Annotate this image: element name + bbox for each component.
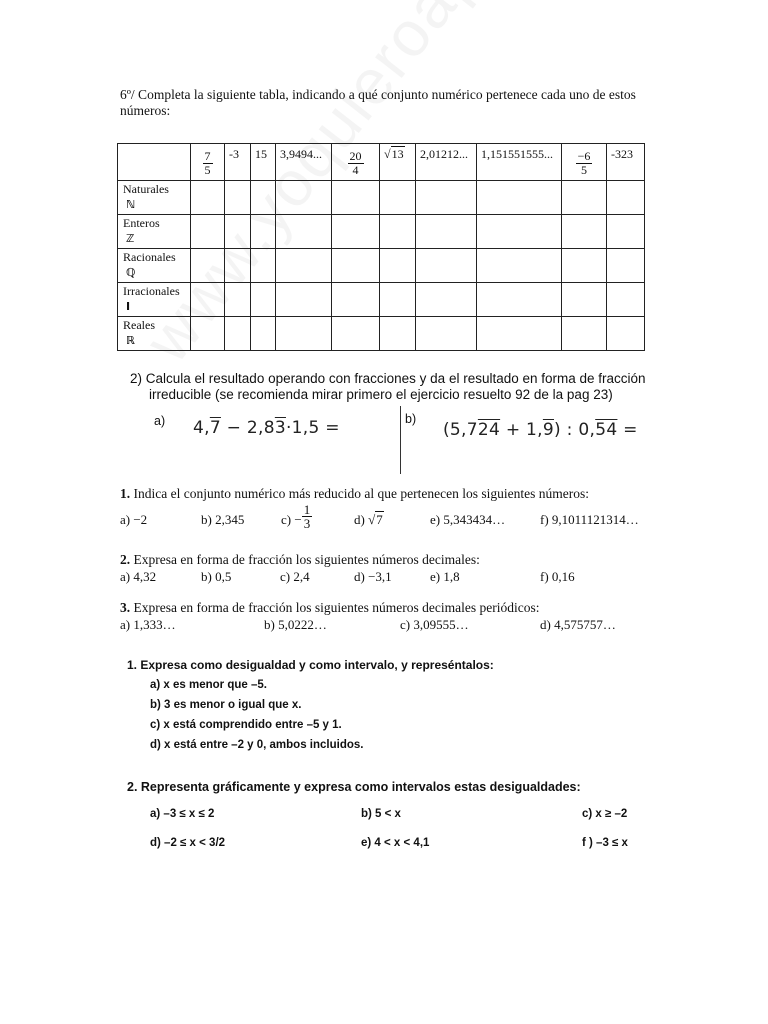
col-minus-3: -3 (229, 147, 239, 161)
option-e: e) 5,343434… (430, 512, 506, 527)
fraction-item-a: a) 4,32 (120, 569, 157, 584)
option-b: b) 2,345 (201, 512, 245, 527)
naturals-symbol: ℕ (126, 198, 136, 211)
fraction-item-b: b) 0,5 (201, 569, 232, 584)
graph-item-e: e) 4 < x < 4,1 (361, 837, 430, 849)
table-header-row (118, 144, 645, 181)
inequality-item-b: b) 3 es menor o igual que x. (150, 699, 302, 711)
number-sets-table (117, 143, 645, 351)
fraction-item-c: c) 2,4 (280, 569, 310, 584)
fraction-item-f: f) 0,16 (540, 569, 575, 584)
graph-item-b: b) 5 < x (361, 808, 401, 820)
graph-item-d: d) –2 ≤ x < 3/2 (150, 837, 226, 849)
periodic-item-d: d) 4,575757… (540, 617, 616, 632)
inequality-exercise-title: 1. Expresa como desigualdad y como intervalo, y represéntalos: (127, 658, 494, 672)
fraction-item-d: d) −3,1 (354, 569, 392, 584)
inequality-item-a: a) x es menor que –5. (150, 679, 267, 691)
exercise-6-title: 6º/ Completa la siguiente tabla, indicando a qué conjunto numérico pertenece cada uno de estos números: (120, 87, 636, 118)
graph-item-f: f ) –3 ≤ x (582, 837, 628, 849)
graph-exercise-title: 2. Representa gráficamente y expresa como intervalos estas desigualdades: (127, 780, 581, 794)
periodic-item-b: b) 5,0222… (264, 617, 327, 632)
exercise-2a-formula: 4,7 − 2,83·1,5 = (193, 418, 340, 438)
periodic-item-a: a) 1,333… (120, 617, 176, 632)
col-15: 15 (255, 147, 267, 161)
exercise-2a-label: a) (154, 414, 166, 428)
periodic-item-c: c) 3,09555… (400, 617, 469, 632)
table-corner-cell (118, 144, 191, 181)
rationals-symbol: ℚ (126, 266, 136, 279)
fraction-20-4: $\frac{20}{4}$ (349, 149, 362, 177)
col-3-9494: 3,9494... (280, 147, 322, 161)
col-2-01212: 2,01212... (420, 147, 468, 161)
col-minus-323: -323 (611, 147, 633, 161)
table-row-reales: Reales ℝ (118, 317, 645, 351)
column-divider (400, 406, 401, 474)
exercise-2b-label: b) (405, 412, 417, 426)
col-1-151551555: 1,151551555... (481, 147, 553, 161)
option-f: f) 9,1011121314… (540, 512, 639, 527)
exercise-2b-formula: (5,724 + 1,9) : 0,54 = (443, 420, 638, 440)
integers-symbol: ℤ (126, 232, 135, 245)
fraction-7-5: $\frac{7}{5}$ (204, 149, 211, 177)
exercise-conjunto-title: 1. Indica el conjunto numérico más reducido al que pertenecen los siguientes números: (120, 486, 589, 501)
exercise-2-title: 2) Calcula el resultado operando con fracciones y da el resultado en forma de fracción irreducible (se recomienda mirar primero el ejercicio resuelto 92 de la pag 23) (130, 371, 646, 402)
fraction-minus6-5: $\frac{-6}{5}$ (577, 149, 591, 177)
inequality-item-d: d) x está entre –2 y 0, ambos incluidos. (150, 739, 364, 751)
exercise-fraction-title: 2. Expresa en forma de fracción los siguientes números decimales: (120, 552, 480, 567)
option-d: d) √7 (354, 512, 383, 527)
exercise-periodic-title: 3. Expresa en forma de fracción los siguientes números decimales periódicos: (120, 600, 540, 615)
option-a: a) −2 (120, 512, 148, 527)
table-row-enteros: Enteros ℤ (118, 215, 645, 249)
sqrt-13: √13 (384, 147, 404, 161)
fraction-item-e: e) 1,8 (430, 569, 460, 584)
inequality-item-c: c) x está comprendido entre –5 y 1. (150, 719, 342, 731)
table-row-racionales: Racionales ℚ (118, 249, 645, 283)
irrationals-symbol: I (126, 300, 131, 313)
graph-item-a: a) –3 ≤ x ≤ 2 (150, 808, 215, 820)
graph-item-c: c) x ≥ –2 (582, 808, 628, 820)
reals-symbol: ℝ (126, 334, 135, 347)
table-row-irracionales: Irracionales I (118, 283, 645, 317)
option-c: c) − $\frac{1}{3}$ (281, 502, 311, 531)
table-row-naturales: Naturales ℕ (118, 181, 645, 215)
